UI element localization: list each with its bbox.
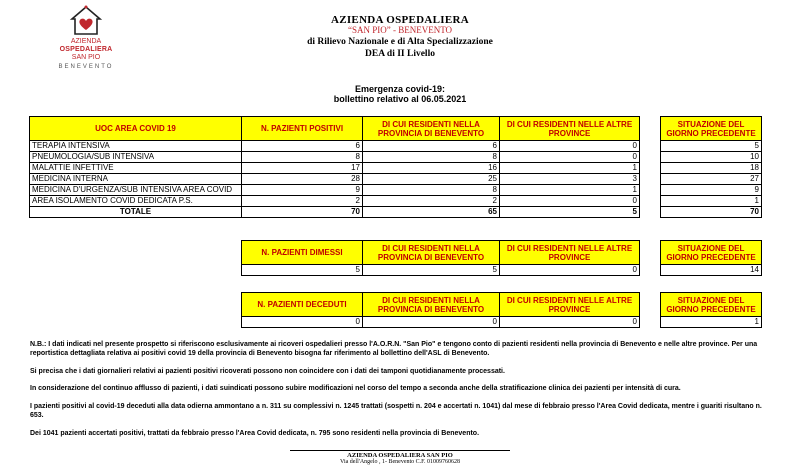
header-res-altre: DI CUI RESIDENTI NELLE ALTRE PROVINCE [500, 117, 640, 141]
row-area: MEDICINA INTERNA [30, 174, 242, 185]
row-res-bn: 8 [363, 152, 500, 163]
document-footer [250, 450, 550, 465]
spacer [640, 207, 661, 218]
header-title: AZIENDA OSPEDALIERA [330, 14, 470, 26]
footer-name: AZIENDA OSPEDALIERA SAN PIO [347, 452, 453, 459]
dimessi-header-precedente: SITUAZIONE DEL GIORNO PRECEDENTE [661, 241, 762, 265]
dimessi-count: 5 [242, 265, 363, 276]
total-precedente: 70 [661, 207, 762, 218]
note-precisazione: Si precisa che i dati giornalieri relativi ai pazienti positivi ricoverati possono non coincidere con i dati dei tamponi quotidianamente processati. [30, 368, 505, 375]
dimessi-header-res-altre: DI CUI RESIDENTI NELLE ALTRE PROVINCE [500, 241, 640, 265]
table-row [30, 174, 762, 185]
spacer [640, 265, 661, 276]
deceduti-count: 0 [242, 317, 363, 328]
row-res-bn: 6 [363, 141, 500, 152]
spacer [640, 317, 661, 328]
dimessi-header-label: N. PAZIENTI DIMESSI [242, 241, 363, 265]
row-precedente: 18 [661, 163, 762, 174]
row-res-altre: 0 [500, 152, 640, 163]
header-precedente: SITUAZIONE DEL GIORNO PRECEDENTE [661, 117, 762, 141]
logo-text-3: SAN PIO [71, 54, 101, 61]
row-positivi: 6 [242, 141, 363, 152]
row-precedente: 9 [661, 185, 762, 196]
hospital-logo [46, 4, 126, 80]
dimessi-res-bn: 5 [363, 265, 500, 276]
table-row [30, 185, 762, 196]
note-deceduti: I pazienti positivi al covid-19 deceduti alla data odierna ammontano a n. 311 su complessivi n. 1245 trattati (sospetti n. 204 e accertati n. 1041) dal mese di febbraio presso l'Area Covid dedicata, mentre i guariti risultano n. 653. [30, 403, 762, 419]
spacer [640, 241, 661, 265]
deceduti-header-res-bn: DI CUI RESIDENTI NELLA PROVINCIA DI BENEVENTO [363, 293, 500, 317]
total-res-bn: 65 [363, 207, 500, 218]
logo-text-1: AZIENDA [70, 38, 102, 45]
header-res-bn: DI CUI RESIDENTI NELLA PROVINCIA DI BENEVENTO [363, 117, 500, 141]
table-row [30, 163, 762, 174]
dimessi-table [241, 240, 762, 276]
spacer [640, 174, 661, 185]
deceduti-header [242, 293, 762, 317]
dimessi-row [242, 265, 762, 276]
table-row [30, 141, 762, 152]
table-row [30, 196, 762, 207]
row-res-bn: 16 [363, 163, 500, 174]
total-row [30, 207, 762, 218]
logo-text-4: BENEVENTO [58, 64, 114, 70]
main-table-header [30, 117, 762, 141]
footer-divider [290, 450, 510, 451]
row-precedente: 1 [661, 196, 762, 207]
spacer [640, 293, 661, 317]
spacer [640, 117, 661, 141]
row-positivi: 8 [242, 152, 363, 163]
row-res-altre: 0 [500, 141, 640, 152]
deceduti-res-bn: 0 [363, 317, 500, 328]
header-line3: di Rilievo Nazionale e di Alta Specializzazione [307, 37, 493, 47]
row-area: TERAPIA INTENSIVA [30, 141, 242, 152]
row-positivi: 2 [242, 196, 363, 207]
footer-address: Via dell'Angelo , 1- Benevento C.F. 01009760628 [339, 459, 461, 465]
house-heart-logo-icon [69, 4, 103, 38]
note-residenti: Dei 1041 pazienti accertati positivi, trattati da febbraio presso l'Area Covid dedicata, n. 795 sono residenti nella provincia di Benevento. [30, 430, 480, 437]
dimessi-header-res-bn: DI CUI RESIDENTI NELLA PROVINCIA DI BENEVENTO [363, 241, 500, 265]
header-line4: DEA di II Livello [365, 49, 435, 59]
deceduti-header-label: N. PAZIENTI DECEDUTI [242, 293, 363, 317]
bulletin-date: bollettino relativo al 06.05.2021 [333, 94, 467, 104]
row-positivi: 17 [242, 163, 363, 174]
spacer [640, 141, 661, 152]
deceduti-header-res-altre: DI CUI RESIDENTI NELLE ALTRE PROVINCE [500, 293, 640, 317]
deceduti-table [241, 292, 762, 328]
total-positivi: 70 [242, 207, 363, 218]
row-area: MALATTIE INFETTIVE [30, 163, 242, 174]
dimessi-precedente: 14 [661, 265, 762, 276]
row-precedente: 5 [661, 141, 762, 152]
row-precedente: 10 [661, 152, 762, 163]
row-res-altre: 1 [500, 185, 640, 196]
header-subtitle: “SAN PIO” - BENEVENTO [347, 25, 453, 35]
note-nb: N.B.: I dati indicati nel presente prospetto si riferiscono esclusivamente ai ricoveri ospedalieri presso l'A.O.R.N. "San Pio" e tengono conto di pazienti residenti nella provincia di Benevento e nelle altre province. Per una reportistica dettagliata relativa ai positivi covid 19 della provincia di Benevento bisogna far riferimento al bollettino dell'ASL di Benevento. [30, 341, 758, 357]
row-area: AREA ISOLAMENTO COVID DEDICATA P.S. [30, 196, 242, 207]
row-res-altre: 0 [500, 196, 640, 207]
total-res-altre: 5 [500, 207, 640, 218]
spacer [640, 152, 661, 163]
row-area: MEDICINA D'URGENZA/SUB INTENSIVA AREA COVID [30, 185, 242, 196]
spacer [640, 163, 661, 174]
bulletin-title: Emergenza covid-19: [354, 84, 446, 94]
row-precedente: 27 [661, 174, 762, 185]
row-area: PNEUMOLOGIA/SUB INTENSIVA [30, 152, 242, 163]
header-area: UOC AREA COVID 19 [30, 117, 242, 141]
table-row [30, 152, 762, 163]
dimessi-res-altre: 0 [500, 265, 640, 276]
row-res-altre: 1 [500, 163, 640, 174]
spacer [640, 185, 661, 196]
document-header [220, 0, 580, 62]
spacer [640, 196, 661, 207]
total-label: TOTALE [30, 207, 242, 218]
row-positivi: 28 [242, 174, 363, 185]
row-res-altre: 3 [500, 174, 640, 185]
deceduti-res-altre: 0 [500, 317, 640, 328]
row-positivi: 9 [242, 185, 363, 196]
main-table [29, 116, 762, 218]
deceduti-row [242, 317, 762, 328]
header-positivi: N. PAZIENTI POSITIVI [242, 117, 363, 141]
logo-text-2: OSPEDALIERA [59, 46, 113, 53]
deceduti-precedente: 1 [661, 317, 762, 328]
row-res-bn: 8 [363, 185, 500, 196]
deceduti-header-precedente: SITUAZIONE DEL GIORNO PRECEDENTE [661, 293, 762, 317]
row-res-bn: 2 [363, 196, 500, 207]
dimessi-header [242, 241, 762, 265]
note-afflusso: In considerazione del continuo afflusso di pazienti, i dati suindicati possono subire modificazioni nel corso del tempo a seconda anche della stratificazione clinica dei pazienti per intensità di cura. [30, 385, 681, 392]
row-res-bn: 25 [363, 174, 500, 185]
